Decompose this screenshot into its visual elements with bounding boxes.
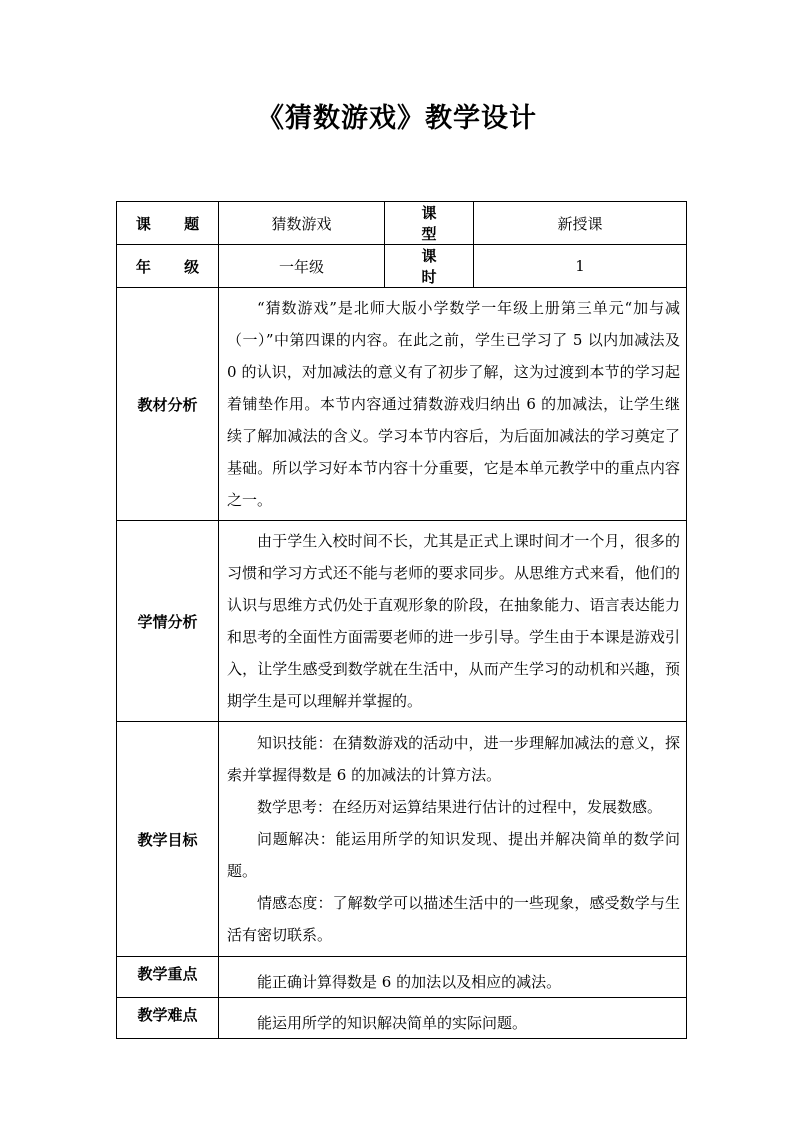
material-analysis-paragraph: “猜数游戏”是北师大版小学数学一年级上册第三单元“加与减（一）”中第四课的内容。在此之前，学生已学习了 5 以内加减法及 0 的认识，对加减法的意义有了初步了解，这为过渡到本节的学习起着铺垫作用。本节内容通过猜数游戏归纳出 6 的加减法，让学生继续了解加减法的含义。学习本节内容后，为后面加减法的学习奠定了基础。所以学习好本节内容十分重要，它是本单元教学中的重点内容之一。 bbox=[227, 299, 680, 509]
row-teaching-goals bbox=[117, 722, 687, 957]
row-grade-hours bbox=[117, 245, 687, 288]
lesson-plan-table bbox=[116, 201, 687, 1039]
row-difficulty bbox=[117, 998, 687, 1039]
difficulty-label: 教学难点 bbox=[117, 998, 219, 1039]
hours-value: 1 bbox=[474, 245, 687, 288]
topic-value: 猜数游戏 bbox=[219, 202, 385, 245]
type-label: 课 型 bbox=[385, 202, 474, 245]
student-analysis-content bbox=[219, 521, 687, 722]
row-material-analysis bbox=[117, 288, 687, 521]
grade-value: 一年级 bbox=[219, 245, 385, 288]
student-analysis-label: 学情分析 bbox=[117, 521, 219, 722]
document-title: 《猜数游戏》教学设计 bbox=[257, 103, 537, 134]
topic-label: 课 题 bbox=[117, 202, 219, 245]
teaching-goals-label: 教学目标 bbox=[117, 722, 219, 957]
key-point-text: 能正确计算得数是 6 的加法以及相应的减法。 bbox=[257, 973, 562, 991]
row-key-point bbox=[117, 957, 687, 998]
goal-knowledge: 知识技能：在猜数游戏的活动中，进一步理解加减法的意义，探索并掌握得数是 6 的加减法的计算方法。 bbox=[227, 734, 680, 784]
row-student-analysis bbox=[117, 521, 687, 722]
material-analysis-content bbox=[219, 288, 687, 521]
key-point-content bbox=[219, 957, 687, 998]
hours-label: 课 时 bbox=[385, 245, 474, 288]
grade-label: 年 级 bbox=[117, 245, 219, 288]
student-analysis-paragraph: 由于学生入校时间不长，尤其是正式上课时间才一个月，很多的习惯和学习方式还不能与老师的要求同步。从思维方式来看，他们的认识与思维方式仍处于直观形象的阶段，在抽象能力、语言表达能力和思考的全面性方面需要老师的进一步引导。学生由于本课是游戏引入，让学生感受到数学就在生活中，从而产生学习的动机和兴趣，预期学生是可以理解并掌握的。 bbox=[227, 532, 680, 710]
teaching-goals-content bbox=[219, 722, 687, 957]
material-analysis-label: 教材分析 bbox=[117, 288, 219, 521]
difficulty-content bbox=[219, 998, 687, 1039]
type-value: 新授课 bbox=[474, 202, 687, 245]
row-topic-type bbox=[117, 202, 687, 245]
goal-problem-solving: 问题解决：能运用所学的知识发现、提出并解决简单的数学问题。 bbox=[227, 830, 680, 880]
key-point-label: 教学重点 bbox=[117, 957, 219, 998]
goal-attitude: 情感态度：了解数学可以描述生活中的一些现象，感受数学与生活有密切联系。 bbox=[227, 894, 680, 944]
goal-thinking: 数学思考：在经历对运算结果进行估计的过程中，发展数感。 bbox=[257, 798, 663, 816]
difficulty-text: 能运用所学的知识解决简单的实际问题。 bbox=[257, 1014, 528, 1032]
